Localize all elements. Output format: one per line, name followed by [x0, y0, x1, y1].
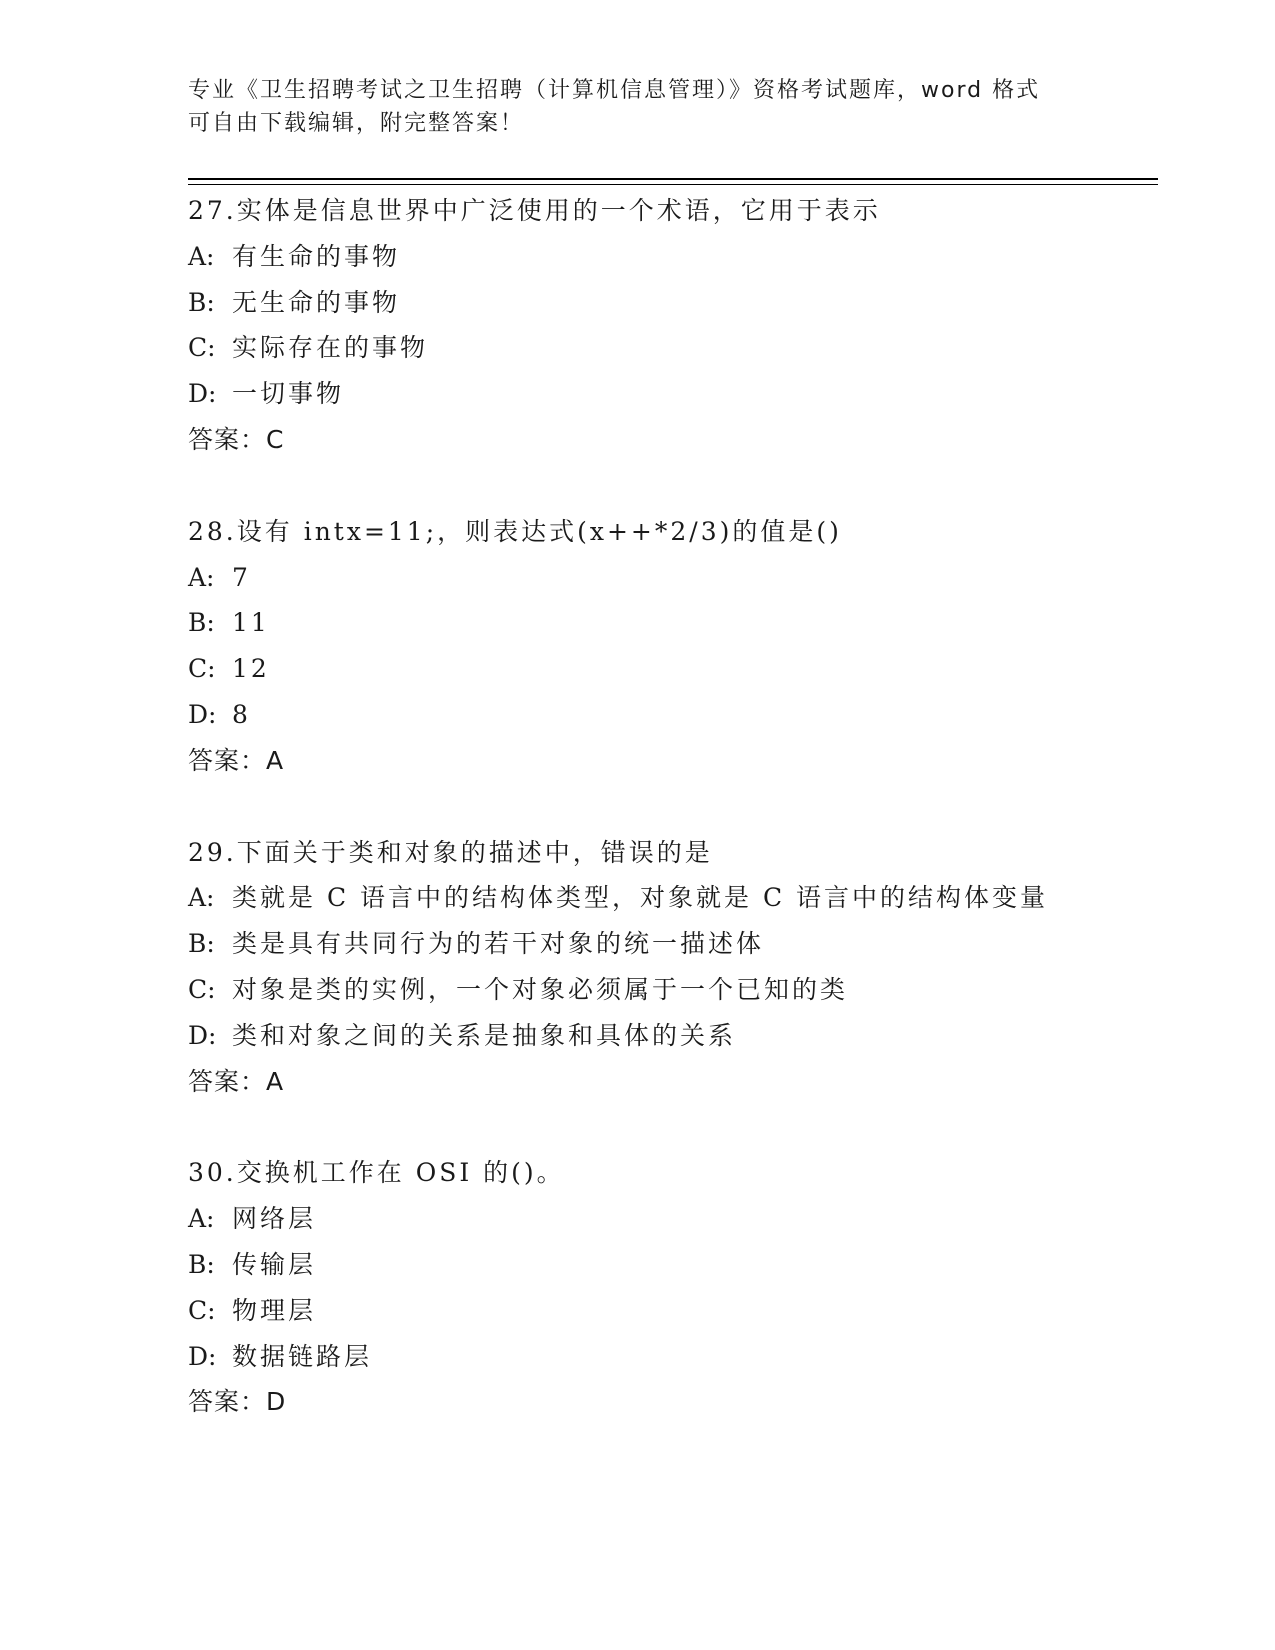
option-text: 一切事物 [232, 379, 345, 409]
option-letter: B: [188, 608, 215, 638]
option-b [188, 600, 1168, 646]
question-stem: 29.下面关于类和对象的描述中，错误的是 [188, 837, 713, 867]
option-letter: B: [188, 287, 215, 317]
question-stem: 28.设有 intx=11;，则表达式(x++*2/3)的值是() [188, 516, 842, 546]
answer-line: 答案：D [188, 1387, 287, 1417]
option-letter: D: [188, 1020, 217, 1050]
option-a [188, 1196, 1168, 1242]
question-list [188, 188, 1168, 1471]
option-letter: A: [188, 562, 215, 592]
option-text: 物理层 [232, 1295, 317, 1325]
option-d [188, 371, 1168, 417]
option-text: 类就是 C 语言中的结构体类型，对象就是 C 语言中的结构体变量 [232, 883, 1049, 913]
option-c [188, 1288, 1168, 1334]
option-text: 无生命的事物 [232, 287, 401, 317]
option-a [188, 234, 1168, 280]
option-text: 有生命的事物 [232, 241, 401, 271]
option-text: 7 [232, 562, 251, 592]
option-letter: C: [188, 1295, 216, 1325]
question-29 [188, 830, 1168, 1105]
option-b [188, 280, 1168, 326]
header-line-1: 专业《卫生招聘考试之卫生招聘（计算机信息管理）》资格考试题库，word 格式 [188, 78, 1041, 103]
option-b [188, 921, 1168, 967]
option-text: 传输层 [232, 1249, 317, 1279]
option-letter: C: [188, 654, 216, 684]
option-text: 类和对象之间的关系是抽象和具体的关系 [232, 1020, 737, 1050]
option-text: 11 [232, 608, 270, 638]
option-c [188, 967, 1168, 1013]
answer-line: 答案：A [188, 745, 285, 775]
option-d [188, 692, 1168, 738]
option-text: 8 [232, 699, 251, 729]
question-30 [188, 1150, 1168, 1425]
option-d [188, 1013, 1168, 1059]
option-text: 数据链路层 [232, 1341, 373, 1371]
option-letter: B: [188, 1249, 215, 1279]
option-letter: D: [188, 1341, 217, 1371]
option-b [188, 1242, 1168, 1288]
answer-line: 答案：A [188, 1066, 285, 1096]
option-text: 对象是类的实例，一个对象必须属于一个已知的类 [232, 974, 849, 1004]
header-divider-thick [188, 178, 1158, 180]
option-text: 类是具有共同行为的若干对象的统一描述体 [232, 929, 765, 959]
option-letter: C: [188, 333, 216, 363]
question-27 [188, 188, 1168, 463]
option-c [188, 646, 1168, 692]
option-a [188, 555, 1168, 601]
question-stem: 30.交换机工作在 OSI 的()。 [188, 1158, 565, 1188]
header-divider-thin [188, 184, 1158, 185]
option-d [188, 1334, 1168, 1380]
question-stem: 27.实体是信息世界中广泛使用的一个术语，它用于表示 [188, 196, 881, 225]
option-text: 12 [232, 654, 270, 684]
option-letter: D: [188, 699, 217, 729]
question-28 [188, 509, 1168, 784]
document-header [188, 74, 1088, 140]
option-letter: A: [188, 241, 215, 271]
option-letter: C: [188, 974, 216, 1004]
option-letter: D: [188, 379, 217, 409]
option-text: 实际存在的事物 [232, 333, 429, 363]
option-a [188, 875, 1168, 921]
option-c [188, 325, 1168, 371]
option-letter: A: [188, 883, 215, 913]
answer-line: 答案：C [188, 424, 285, 454]
option-text: 网络层 [232, 1204, 317, 1234]
option-letter: A: [188, 1204, 215, 1234]
header-line-2: 可自由下载编辑，附完整答案！ [188, 111, 525, 136]
option-letter: B: [188, 929, 215, 959]
